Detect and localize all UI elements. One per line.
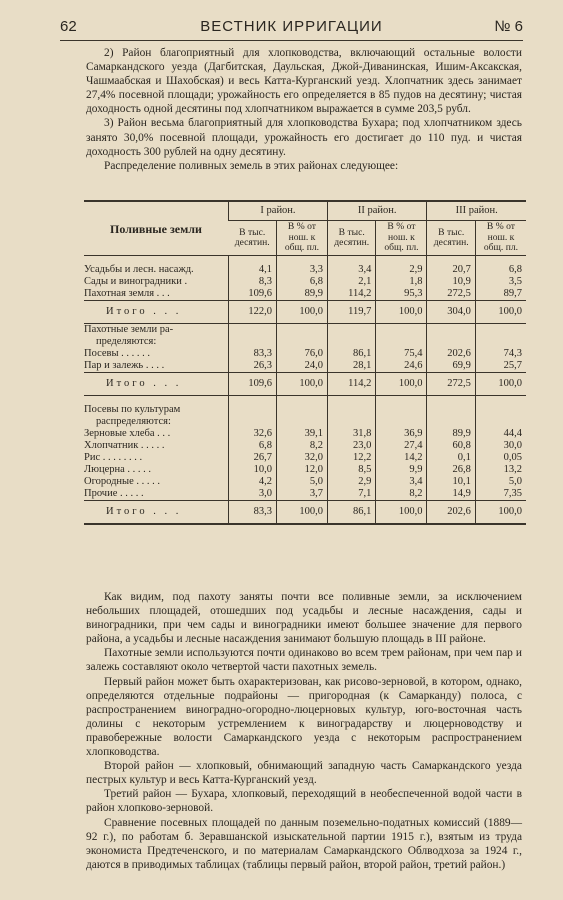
district-header: III район. <box>427 201 526 221</box>
table-cell: 20,7 <box>427 264 475 276</box>
table-cell: 0,1 <box>427 452 475 464</box>
table-cell: 12,0 <box>276 464 327 476</box>
table-cell: 5,0 <box>276 476 327 488</box>
district-header: I район. <box>229 201 328 221</box>
table-cell: 100,0 <box>475 373 526 396</box>
table-cell: 9,9 <box>376 464 427 476</box>
table-cell: 2,1 <box>327 276 375 288</box>
percent-col-header: В % от нош. к общ. пл. <box>276 221 327 256</box>
table-cell: 3,3 <box>276 264 327 276</box>
table-row: Люцерна . . . . . 10,0 12,0 8,5 9,9 26,8 13,2 <box>84 464 526 476</box>
table-cell: 86,1 <box>327 348 375 360</box>
paragraph: Первый район может быть охарактеризован, как рисово-зерновой, в котором, однако, определяются отдельные подрайоны — пригородная (к Самарканду) полоса, с распространением виноградно-огородно-люцерновых культур, юго-восточная часть долины с некоторым устремлением к виноградарству и люцерноводству и правобережные волости Самаркандского уезда с некоторым распространением хлопководства. <box>86 675 522 759</box>
table-cell: 4,2 <box>229 476 277 488</box>
table-cell: 95,3 <box>376 288 427 301</box>
table-cell: 0,05 <box>475 452 526 464</box>
running-header <box>60 18 523 36</box>
table-total-row: Итого . . . 122,0 100,0 119,7 100,0 304,0 100,0 <box>84 301 526 324</box>
table-cell: 27,4 <box>376 440 427 452</box>
table-cell: 119,7 <box>327 301 375 324</box>
table-cell: 100,0 <box>475 501 526 525</box>
table-row: Сады и виноградники . 8,3 6,8 2,1 1,8 10,9 3,5 <box>84 276 526 288</box>
table-cell: 30,0 <box>475 440 526 452</box>
table-cell: 7,35 <box>475 488 526 501</box>
table-cell: 202,6 <box>427 348 475 360</box>
table-cell: 89,9 <box>276 288 327 301</box>
table-cell: 5,0 <box>475 476 526 488</box>
page-number: 62 <box>60 18 77 35</box>
table-cell: 10,9 <box>427 276 475 288</box>
table-cell: 26,8 <box>427 464 475 476</box>
table-cell: 32,0 <box>276 452 327 464</box>
table-cell: 3,0 <box>229 488 277 501</box>
table-cell: 304,0 <box>427 301 475 324</box>
section-heading: Пахотные земли ра- <box>84 324 526 337</box>
table-total-row: Итого . . . 83,3 100,0 86,1 100,0 202,6 100,0 <box>84 501 526 525</box>
header-rule <box>60 40 523 41</box>
table-cell: 6,8 <box>229 440 277 452</box>
table-cell: 100,0 <box>475 301 526 324</box>
table-row: Пахотная земля . . . 109,6 89,9 114,2 95,3 272,5 89,7 <box>84 288 526 301</box>
table-cell: 3,7 <box>276 488 327 501</box>
table-row: Рис . . . . . . . . 26,7 32,0 12,2 14,2 0,1 0,05 <box>84 452 526 464</box>
table-cell: 83,3 <box>229 348 277 360</box>
percent-col-header: В % от нош. к общ. пл. <box>475 221 526 256</box>
table-cell: 8,5 <box>327 464 375 476</box>
table-cell: 114,2 <box>327 288 375 301</box>
paragraph: Третий район — Бухара, хлопковый, переходящий в необеспеченной водой части в район хлопково-зерновой. <box>86 788 522 815</box>
paragraph: Сравнение посевных площадей по данным поземельно-податных комиссий (1889—92 г.), по работам б. Зеравшанской изыскательной партии 1915 г.), взятым из труда экономиста Предтеченского, и по материалам Самаркандского Облводхоза за 1924 г., даются в приводимых таблицах (таблицы первый район, второй район, третий район.) <box>86 816 522 871</box>
table-cell: 44,4 <box>475 428 526 440</box>
table-cell: 13,2 <box>475 464 526 476</box>
table-cell: 12,2 <box>327 452 375 464</box>
area-col-header: В тыс. десятин. <box>427 221 475 256</box>
table-cell: 3,4 <box>327 264 375 276</box>
table-cell: 100,0 <box>376 501 427 525</box>
section-heading: распределяются: <box>84 416 526 428</box>
table-cell: 3,4 <box>376 476 427 488</box>
table-cell: 7,1 <box>327 488 375 501</box>
table-cell: 89,7 <box>475 288 526 301</box>
table-cell: 14,2 <box>376 452 427 464</box>
table-cell: 6,8 <box>276 276 327 288</box>
issue-number: № 6 <box>494 18 523 35</box>
table-cell: 10,0 <box>229 464 277 476</box>
table-cell: 100,0 <box>276 501 327 525</box>
table-cell: 83,3 <box>229 501 277 525</box>
district-header: II район. <box>327 201 426 221</box>
table-cell: 24,6 <box>376 360 427 373</box>
table-cell: 100,0 <box>376 301 427 324</box>
journal-title: ВЕСТНИК ИРРИГАЦИИ <box>200 18 383 35</box>
table-cell: 31,8 <box>327 428 375 440</box>
table-cell: 23,0 <box>327 440 375 452</box>
table-cell: 60,8 <box>427 440 475 452</box>
paragraph: Как видим, под пахоту заняты почти все поливные земли, за исключением небольших площадей, отошедших под усадьбы и лесные насаждения, сады и виноградники, при чем сады и виноградники имеют большее значение для первого района, а усадьбы и лесные насаждения занимают большую площадь в III районе. <box>86 591 522 646</box>
table-cell: 69,9 <box>427 360 475 373</box>
paragraph: 3) Район весьма благоприятный для хлопководства Бухара; под хлопчатником здесь занято 30,0% посевной площади, урожайность его достигает до 110 пуд. и чистая доходность 300 рублей на одну десятину. <box>86 117 522 158</box>
table-cell: 10,1 <box>427 476 475 488</box>
table-cell: 272,5 <box>427 288 475 301</box>
table-cell: 2,9 <box>376 264 427 276</box>
section-heading: Посевы по культурам <box>84 404 526 416</box>
table-body <box>84 256 526 525</box>
table-row: Хлопчатник . . . . . 6,8 8,2 23,0 27,4 60,8 30,0 <box>84 440 526 452</box>
table-cell: 4,1 <box>229 264 277 276</box>
table-cell: 74,3 <box>475 348 526 360</box>
table-row: Прочие . . . . . 3,0 3,7 7,1 8,2 14,9 7,35 <box>84 488 526 501</box>
table-cell: 28,1 <box>327 360 375 373</box>
paragraph: Распределение поливных земель в этих районах следующее: <box>104 159 399 172</box>
table-cell: 1,8 <box>376 276 427 288</box>
table-cell: 100,0 <box>276 301 327 324</box>
table-cell: 14,9 <box>427 488 475 501</box>
table-cell: 2,9 <box>327 476 375 488</box>
table-cell: 32,6 <box>229 428 277 440</box>
table-cell: 89,9 <box>427 428 475 440</box>
table-row: Пар и залежь . . . . 26,3 24,0 28,1 24,6 69,9 25,7 <box>84 360 526 373</box>
table-row: Посевы . . . . . . 83,3 76,0 86,1 75,4 202,6 74,3 <box>84 348 526 360</box>
table-cell: 122,0 <box>229 301 277 324</box>
table-cell: 26,3 <box>229 360 277 373</box>
table-row-header: Поливные земли <box>84 201 229 256</box>
percent-col-header: В % от нош. к общ. пл. <box>376 221 427 256</box>
area-col-header: В тыс. десятин. <box>327 221 375 256</box>
table-cell: 75,4 <box>376 348 427 360</box>
table-cell: 26,7 <box>229 452 277 464</box>
irrigated-land-table <box>84 200 526 525</box>
table-cell: 114,2 <box>327 373 375 396</box>
table-cell: 202,6 <box>427 501 475 525</box>
area-col-header: В тыс. десятин. <box>229 221 277 256</box>
table-total-row: Итого . . . 109,6 100,0 114,2 100,0 272,5 100,0 <box>84 373 526 396</box>
table-cell: 39,1 <box>276 428 327 440</box>
table-cell: 100,0 <box>276 373 327 396</box>
table-cell: 109,6 <box>229 373 277 396</box>
table-row: Усадьбы и лесн. насажд. 4,1 3,3 3,4 2,9 20,7 6,8 <box>84 264 526 276</box>
table-cell: 76,0 <box>276 348 327 360</box>
table-cell: 36,9 <box>376 428 427 440</box>
table-cell: 272,5 <box>427 373 475 396</box>
paragraph: Пахотные земли используются почти одинаково во всем трем районам, при чем пар и залежь составляют около четвертой части пахотных земель. <box>86 647 522 674</box>
table-cell: 8,3 <box>229 276 277 288</box>
table-cell: 24,0 <box>276 360 327 373</box>
table-cell: 3,5 <box>475 276 526 288</box>
table-cell: 25,7 <box>475 360 526 373</box>
table-cell: 6,8 <box>475 264 526 276</box>
table-row: Огородные . . . . . 4,2 5,0 2,9 3,4 10,1 5,0 <box>84 476 526 488</box>
table-cell: 8,2 <box>276 440 327 452</box>
table-cell: 100,0 <box>376 373 427 396</box>
table-cell: 8,2 <box>376 488 427 501</box>
table-row: Зерновые хлеба . . . 32,6 39,1 31,8 36,9 89,9 44,4 <box>84 428 526 440</box>
body-text <box>86 590 522 872</box>
table-cell: 109,6 <box>229 288 277 301</box>
section-heading: пределяются: <box>84 336 526 348</box>
paragraph: Второй район — хлопковый, обнимающий западную часть Самаркандского уезда пестрых культур и весь Катта-Курганский уезд. <box>86 760 522 787</box>
intro-text <box>86 46 522 173</box>
table-cell: 86,1 <box>327 501 375 525</box>
paragraph: 2) Район благоприятный для хлопководства, включающий остальные волости Самаркандского уезда (Дагбитская, Даульская, Джой-Диванинская, Ишим-Аксакская, Чашмаабская и Шахобская) и весь Катта-Курганский уезд. Хлопчатник здесь занимает 27,4% посевной площади; урожайность его определяется в 85 пудов на десятину; чистая доходность одной десятины под хлопчатником выражается в сумме 203,5 рубл. <box>86 47 522 116</box>
